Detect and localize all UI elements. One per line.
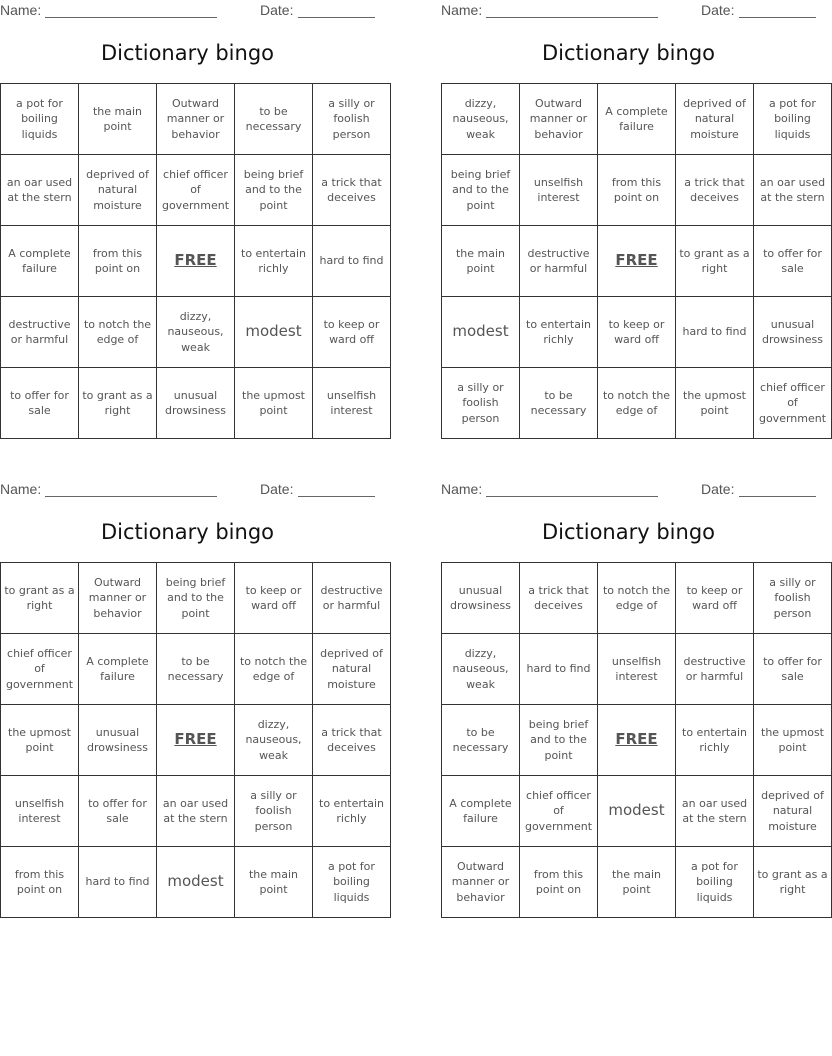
bingo-cell[interactable]: A complete failure	[442, 776, 520, 847]
date-label: Date:	[260, 481, 294, 497]
bingo-cell[interactable]: deprived of natural moisture	[313, 634, 391, 705]
bingo-cell[interactable]: unusual drowsiness	[157, 368, 235, 439]
bingo-cell[interactable]: to keep or ward off	[313, 297, 391, 368]
bingo-cell[interactable]: a trick that deceives	[520, 563, 598, 634]
bingo-cell[interactable]: to be necessary	[442, 705, 520, 776]
bingo-cell[interactable]: to offer for sale	[79, 776, 157, 847]
date-field[interactable]	[739, 17, 816, 18]
bingo-cell[interactable]: destructive or harmful	[1, 297, 79, 368]
card-title: Dictionary bingo	[100, 520, 275, 544]
card-header	[441, 2, 816, 20]
bingo-cell[interactable]: to keep or ward off	[676, 563, 754, 634]
bingo-cell[interactable]: an oar used at the stern	[1, 155, 79, 226]
bingo-cell[interactable]: the upmost point	[1, 705, 79, 776]
name-field[interactable]	[486, 17, 658, 18]
bingo-cell[interactable]: unusual drowsiness	[754, 297, 832, 368]
bingo-cell[interactable]: dizzy, nauseous, weak	[235, 705, 313, 776]
date-label: Date:	[701, 2, 735, 18]
bingo-cell[interactable]: modest	[157, 847, 235, 918]
grid-row	[442, 368, 832, 439]
grid-row	[442, 634, 832, 705]
bingo-cell[interactable]: the upmost point	[676, 368, 754, 439]
bingo-cell[interactable]: hard to find	[79, 847, 157, 918]
grid-row	[442, 155, 832, 226]
bingo-cell[interactable]: A complete failure	[598, 84, 676, 155]
name-field[interactable]	[486, 496, 658, 497]
bingo-cell[interactable]: a silly or foolish person	[235, 776, 313, 847]
grid-row	[1, 155, 391, 226]
bingo-cell[interactable]: destructive or harmful	[313, 563, 391, 634]
bingo-cell[interactable]: deprived of natural moisture	[754, 776, 832, 847]
bingo-cell[interactable]: to notch the edge of	[235, 634, 313, 705]
bingo-cell[interactable]: a trick that deceives	[676, 155, 754, 226]
grid-row	[1, 776, 391, 847]
bingo-cell[interactable]: Outward manner or behavior	[442, 847, 520, 918]
date-label: Date:	[701, 481, 735, 497]
name-label: Name:	[441, 481, 483, 497]
bingo-cell[interactable]: to notch the edge of	[598, 563, 676, 634]
bingo-cell[interactable]: Outward manner or behavior	[520, 84, 598, 155]
bingo-cell[interactable]: from this point on	[79, 226, 157, 297]
grid-row	[1, 634, 391, 705]
bingo-cell[interactable]: being brief and to the point	[235, 155, 313, 226]
bingo-cell[interactable]: unselfish interest	[598, 634, 676, 705]
bingo-cell[interactable]: an oar used at the stern	[676, 776, 754, 847]
grid-row	[442, 705, 832, 776]
bingo-cell[interactable]: from this point on	[1, 847, 79, 918]
bingo-cell[interactable]: to entertain richly	[235, 226, 313, 297]
bingo-cell[interactable]: a pot for boiling liquids	[754, 84, 832, 155]
bingo-cell[interactable]: to offer for sale	[754, 226, 832, 297]
bingo-cell[interactable]: to offer for sale	[754, 634, 832, 705]
bingo-cell[interactable]: unusual drowsiness	[79, 705, 157, 776]
bingo-cell[interactable]: deprived of natural moisture	[676, 84, 754, 155]
bingo-cell[interactable]: chief officer of government	[1, 634, 79, 705]
bingo-cell[interactable]: destructive or harmful	[676, 634, 754, 705]
bingo-cell[interactable]: from this point on	[598, 155, 676, 226]
bingo-cell[interactable]: being brief and to the point	[157, 563, 235, 634]
bingo-cell[interactable]: a silly or foolish person	[313, 84, 391, 155]
bingo-cell[interactable]: a silly or foolish person	[754, 563, 832, 634]
bingo-cell[interactable]: a pot for boiling liquids	[676, 847, 754, 918]
grid-row	[1, 705, 391, 776]
bingo-cell[interactable]: to be necessary	[520, 368, 598, 439]
bingo-cell[interactable]: modest	[598, 776, 676, 847]
bingo-cell[interactable]: a silly or foolish person	[442, 368, 520, 439]
bingo-cell[interactable]: to keep or ward off	[235, 563, 313, 634]
card-title: Dictionary bingo	[100, 41, 275, 65]
bingo-cell[interactable]: dizzy, nauseous, weak	[157, 297, 235, 368]
grid-row	[1, 368, 391, 439]
bingo-grid	[441, 83, 832, 439]
date-field[interactable]	[739, 496, 816, 497]
bingo-cell[interactable]: to notch the edge of	[598, 368, 676, 439]
card-header	[0, 481, 375, 499]
bingo-cell[interactable]: the upmost point	[235, 368, 313, 439]
name-field[interactable]	[45, 496, 217, 497]
bingo-card	[0, 479, 384, 919]
bingo-cell[interactable]: chief officer of government	[754, 368, 832, 439]
grid-row	[1, 84, 391, 155]
bingo-cell[interactable]: to be necessary	[157, 634, 235, 705]
bingo-cell[interactable]: A complete failure	[1, 226, 79, 297]
bingo-cell[interactable]: being brief and to the point	[442, 155, 520, 226]
bingo-cell[interactable]: to grant as a right	[1, 563, 79, 634]
name-label: Name:	[0, 2, 42, 18]
bingo-cell[interactable]: from this point on	[520, 847, 598, 918]
bingo-cell[interactable]: unusual drowsiness	[442, 563, 520, 634]
bingo-card	[441, 479, 828, 919]
bingo-cell[interactable]: chief officer of government	[520, 776, 598, 847]
bingo-grid	[0, 562, 391, 918]
bingo-cell[interactable]: dizzy, nauseous, weak	[442, 634, 520, 705]
bingo-cell[interactable]: the upmost point	[754, 705, 832, 776]
bingo-cell[interactable]: modest	[442, 297, 520, 368]
free-space-cell[interactable]: FREE	[157, 705, 235, 776]
name-label: Name:	[441, 2, 483, 18]
bingo-cell[interactable]: to grant as a right	[79, 368, 157, 439]
bingo-cell[interactable]: the main point	[598, 847, 676, 918]
bingo-cell[interactable]: unselfish interest	[520, 155, 598, 226]
bingo-cell[interactable]: hard to find	[520, 634, 598, 705]
grid-row	[1, 297, 391, 368]
card-header	[441, 481, 816, 499]
grid-row	[1, 563, 391, 634]
free-space-cell[interactable]: FREE	[598, 226, 676, 297]
bingo-cell[interactable]: to keep or ward off	[598, 297, 676, 368]
grid-row	[442, 84, 832, 155]
bingo-card	[0, 0, 384, 440]
bingo-cell[interactable]: dizzy, nauseous, weak	[442, 84, 520, 155]
bingo-cell[interactable]: to entertain richly	[313, 776, 391, 847]
grid-row	[442, 297, 832, 368]
bingo-cell[interactable]: unselfish interest	[1, 776, 79, 847]
bingo-card	[441, 0, 827, 440]
bingo-cell[interactable]: to entertain richly	[520, 297, 598, 368]
grid-row	[1, 226, 391, 297]
bingo-cell[interactable]: the main point	[442, 226, 520, 297]
card-title: Dictionary bingo	[541, 41, 716, 65]
bingo-cell[interactable]: to be necessary	[235, 84, 313, 155]
free-space-cell[interactable]: FREE	[157, 226, 235, 297]
grid-row	[442, 776, 832, 847]
bingo-cell[interactable]: an oar used at the stern	[754, 155, 832, 226]
bingo-cell[interactable]: Outward manner or behavior	[157, 84, 235, 155]
grid-row	[442, 226, 832, 297]
bingo-cell[interactable]: to grant as a right	[754, 847, 832, 918]
free-space-cell[interactable]: FREE	[598, 705, 676, 776]
bingo-cell[interactable]: deprived of natural moisture	[79, 155, 157, 226]
bingo-cell[interactable]: the main point	[235, 847, 313, 918]
grid-row	[442, 563, 832, 634]
date-field[interactable]	[298, 496, 375, 497]
name-label: Name:	[0, 481, 42, 497]
bingo-cell[interactable]: a pot for boiling liquids	[1, 84, 79, 155]
date-field[interactable]	[298, 17, 375, 18]
card-header	[0, 2, 375, 20]
bingo-grid	[441, 562, 832, 918]
bingo-cell[interactable]: an oar used at the stern	[157, 776, 235, 847]
bingo-cell[interactable]: hard to find	[313, 226, 391, 297]
bingo-cell[interactable]: destructive or harmful	[520, 226, 598, 297]
bingo-cell[interactable]: to notch the edge of	[79, 297, 157, 368]
bingo-cell[interactable]: A complete failure	[79, 634, 157, 705]
name-field[interactable]	[45, 17, 217, 18]
bingo-cell[interactable]: the main point	[79, 84, 157, 155]
bingo-cell[interactable]: to offer for sale	[1, 368, 79, 439]
bingo-cell[interactable]: a pot for boiling liquids	[313, 847, 391, 918]
date-label: Date:	[260, 2, 294, 18]
bingo-grid	[0, 83, 391, 439]
bingo-cell[interactable]: chief officer of government	[157, 155, 235, 226]
bingo-cell[interactable]: a trick that deceives	[313, 155, 391, 226]
card-title: Dictionary bingo	[541, 520, 716, 544]
bingo-cell[interactable]: hard to find	[676, 297, 754, 368]
bingo-cell[interactable]: a trick that deceives	[313, 705, 391, 776]
bingo-cell[interactable]: being brief and to the point	[520, 705, 598, 776]
grid-row	[1, 847, 391, 918]
bingo-cell[interactable]: to entertain richly	[676, 705, 754, 776]
bingo-cell[interactable]: unselfish interest	[313, 368, 391, 439]
bingo-cell[interactable]: to grant as a right	[676, 226, 754, 297]
bingo-cell[interactable]: modest	[235, 297, 313, 368]
grid-row	[442, 847, 832, 918]
bingo-cell[interactable]: Outward manner or behavior	[79, 563, 157, 634]
